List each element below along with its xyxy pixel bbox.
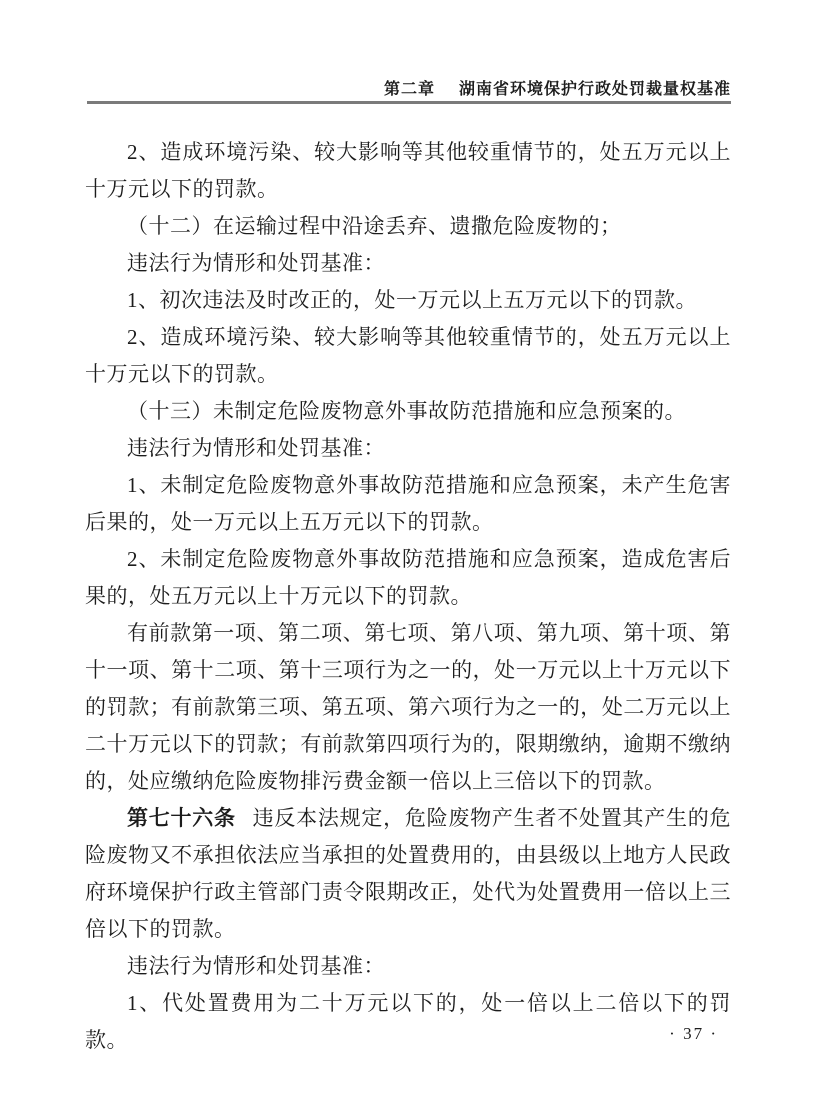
paragraph xyxy=(85,134,731,208)
paragraph-text: 1、未制定危险废物意外事故防范措施和应急预案，未产生危害后果的，处一万元以上五万元以下的罚款。 xyxy=(85,473,731,534)
paragraph-text: 违法行为情形和处罚基准： xyxy=(127,251,385,275)
paragraph-text: （十三）未制定危险废物意外事故防范措施和应急预案的。 xyxy=(127,399,686,423)
paragraph xyxy=(85,985,731,1059)
paragraph xyxy=(85,393,731,430)
paragraph xyxy=(85,615,731,800)
page-header xyxy=(86,76,731,99)
paragraph-text: 2、造成环境污染、较大影响等其他较重情节的，处五万元以上十万元以下的罚款。 xyxy=(85,325,731,386)
paragraph-text: 违反本法规定，危险废物产生者不处置其产生的危险废物又不承担依法应当承担的处置费用的，由县级以上地方人民政府环境保护行政主管部门责令限期改正，处代为处置费用一倍以上三倍以下的罚款。 xyxy=(85,806,732,941)
paragraph xyxy=(85,541,731,615)
header-rule xyxy=(87,101,731,104)
header-chapter: 第二章 xyxy=(383,81,435,98)
header-title: 湖南省环境保护行政处罚裁量权基准 xyxy=(458,81,731,98)
paragraph-text: 1、初次违法及时改正的，处一万元以上五万元以下的罚款。 xyxy=(127,288,697,312)
paragraph xyxy=(85,282,731,319)
paragraph xyxy=(85,430,731,467)
paragraph-text: 违法行为情形和处罚基准： xyxy=(127,436,385,460)
article-number: 第七十六条 xyxy=(127,806,236,830)
paragraph-text: 有前款第一项、第二项、第七项、第八项、第九项、第十项、第十一项、第十二项、第十三项行为之一的，处一万元以上十万元以下的罚款；有前款第三项、第五项、第六项行为之一的，处二万元以上二十万元以下的罚款；有前款第四项行为的，限期缴纳，逾期不缴纳的，处应缴纳危险废物排污费金额一倍以上三倍以下的罚款。 xyxy=(85,621,731,793)
paragraph-text: 1、代处置费用为二十万元以下的，处一倍以上二倍以下的罚款。 xyxy=(85,991,731,1052)
page-number: · 37 · xyxy=(669,1024,718,1043)
paragraph xyxy=(85,319,731,393)
paragraph xyxy=(85,208,731,245)
paragraph-text: 2、未制定危险废物意外事故防范措施和应急预案，造成危害后果的，处五万元以上十万元以下的罚款。 xyxy=(85,547,731,608)
paragraph xyxy=(85,948,731,985)
paragraph xyxy=(85,800,731,948)
paragraph-text: 违法行为情形和处罚基准： xyxy=(127,954,385,978)
paragraph xyxy=(85,467,731,541)
paragraph-text: 2、造成环境污染、较大影响等其他较重情节的，处五万元以上十万元以下的罚款。 xyxy=(85,140,731,201)
paragraph-text: （十二）在运输过程中沿途丢弃、遗撒危险废物的； xyxy=(127,214,622,238)
document-body xyxy=(85,134,731,1059)
paragraph xyxy=(85,245,731,282)
